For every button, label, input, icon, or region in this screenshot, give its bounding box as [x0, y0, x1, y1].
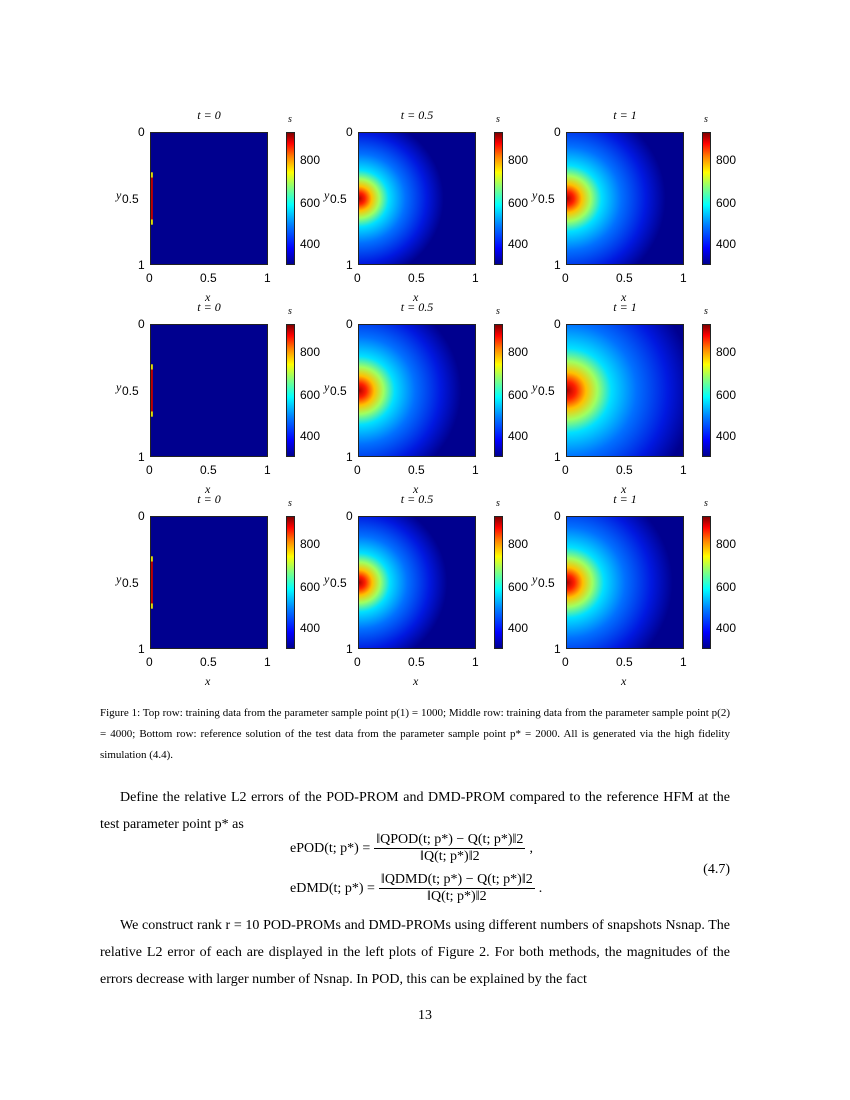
y-tick-label: 0 [138, 317, 145, 331]
x-axis-label: x [413, 674, 419, 688]
colorbar-tick-label: 800 [716, 153, 737, 167]
eq-end-dmd: . [538, 880, 543, 896]
x-tick-label: 1 [680, 655, 687, 669]
heatmap [150, 516, 268, 649]
plot-panel-training-p1-0 [116, 108, 321, 305]
colorbar-tick-label: 800 [300, 153, 321, 167]
colorbar-tick-label: 800 [300, 345, 321, 359]
equation-line-dmd [290, 872, 542, 905]
equation-4-7 [100, 832, 730, 912]
plot-panel-training-p2-1 [324, 300, 529, 497]
colorbar-tick-label: 400 [508, 429, 529, 443]
plot-title: t = 0.5 [400, 492, 434, 506]
colorbar-tick-label: 600 [716, 196, 737, 210]
colorbar-tick-label: 600 [716, 580, 737, 594]
colorbar-tick-label: 600 [300, 196, 321, 210]
y-tick-label: 0.5 [538, 576, 555, 590]
plot-title: t = 1 [613, 300, 637, 314]
eq-lhs-dmd: eDMD(t; p*) = [290, 880, 375, 896]
colorbar-title: s [704, 306, 708, 317]
colorbar-tick-label: 600 [508, 388, 529, 402]
paragraph-construct [100, 912, 730, 993]
colorbar-title: s [496, 498, 500, 509]
colorbar-title: s [704, 114, 708, 125]
y-tick-label: 1 [554, 450, 561, 464]
x-tick-label: 0 [562, 463, 569, 477]
y-tick-label: 0 [554, 317, 561, 331]
heatmap [566, 516, 684, 649]
colorbar-tick-label: 400 [716, 621, 737, 635]
x-tick-label: 1 [680, 463, 687, 477]
x-tick-label: 0.5 [616, 463, 633, 477]
y-tick-label: 1 [554, 642, 561, 656]
y-tick-label: 0.5 [538, 192, 555, 206]
x-axis-label: x [205, 482, 211, 496]
equation-number: (4.7) [703, 862, 730, 877]
paragraph-define-errors [100, 784, 730, 838]
colorbar-title: s [288, 306, 292, 317]
plot-panel-reference-1 [324, 492, 529, 689]
eq-numerator-dmd: ‖QDMD(t; p*) − Q(t; p*)‖2 [380, 872, 533, 887]
eq-denominator-pod: ‖Q(t; p*)‖2 [420, 849, 480, 864]
x-tick-label: 0.5 [408, 655, 425, 669]
colorbar-title: s [496, 114, 500, 125]
x-tick-label: 1 [264, 655, 271, 669]
y-axis-label: y [324, 572, 330, 586]
y-tick-label: 0.5 [122, 192, 139, 206]
heatmap [566, 324, 684, 457]
colorbar [494, 132, 503, 265]
y-tick-label: 1 [138, 642, 145, 656]
eq-numerator-pod: ‖QPOD(t; p*) − Q(t; p*)‖2 [376, 832, 524, 847]
colorbar-tick-label: 400 [508, 621, 529, 635]
colorbar-tick-label: 600 [300, 388, 321, 402]
y-tick-label: 0.5 [122, 384, 139, 398]
x-tick-label: 0 [562, 271, 569, 285]
x-tick-label: 1 [264, 271, 271, 285]
y-tick-label: 0.5 [330, 576, 347, 590]
x-tick-label: 0.5 [200, 271, 217, 285]
colorbar-tick-label: 600 [300, 580, 321, 594]
colorbar [702, 324, 711, 457]
plot-title: t = 0 [197, 108, 221, 122]
y-tick-label: 0 [554, 509, 561, 523]
colorbar-title: s [496, 306, 500, 317]
colorbar-title: s [704, 498, 708, 509]
plot-panel-training-p1-1 [324, 108, 529, 305]
colorbar-tick-label: 800 [508, 153, 529, 167]
heatmap [358, 516, 476, 649]
eq-fraction-pod [374, 832, 525, 865]
y-tick-label: 0.5 [122, 576, 139, 590]
equation-line-pod [290, 832, 533, 865]
plot-title: t = 0 [197, 492, 221, 506]
figure-caption: Figure 1: Top row: training data from the parameter sample point p(1) = 1000; Middle row: training data from the parameter sample point p(2) = 4000; Bottom row: reference solution of the test data from the parameter sample point p* = 2000. All is generated via the high fidelity simulation (4.4). [100, 707, 730, 761]
colorbar-tick-label: 800 [716, 537, 737, 551]
x-tick-label: 0.5 [408, 463, 425, 477]
x-axis-label: x [413, 482, 419, 496]
y-tick-label: 0 [346, 317, 353, 331]
colorbar-tick-label: 600 [508, 580, 529, 594]
heatmap [358, 324, 476, 457]
plot-title: t = 0.5 [400, 300, 434, 314]
plot-title: t = 1 [613, 108, 637, 122]
colorbar-tick-label: 400 [716, 429, 737, 443]
paragraph-text: We construct rank r = 10 POD-PROMs and DMD-PROMs using different numbers of snapshots Nsnap. The relative L2 error of each are displayed in the left plots of Figure 2. For both methods, the magnitudes of the errors decrease with larger number of Nsnap. In POD, this can be explained by the fact [100, 918, 730, 987]
x-tick-label: 1 [680, 271, 687, 285]
y-tick-label: 1 [554, 258, 561, 272]
colorbar-title: s [288, 498, 292, 509]
y-axis-label: y [116, 572, 122, 586]
plot-title: t = 0.5 [400, 108, 434, 122]
y-tick-label: 1 [346, 258, 353, 272]
x-axis-label: x [621, 290, 627, 304]
x-tick-label: 0.5 [616, 271, 633, 285]
x-tick-label: 0 [354, 463, 361, 477]
plot-title: t = 0 [197, 300, 221, 314]
y-tick-label: 0 [138, 125, 145, 139]
y-axis-label: y [532, 380, 538, 394]
x-tick-label: 0 [354, 655, 361, 669]
y-axis-label: y [532, 188, 538, 202]
x-tick-label: 0 [146, 463, 153, 477]
colorbar [494, 516, 503, 649]
colorbar-tick-label: 400 [300, 621, 321, 635]
heatmap [358, 132, 476, 265]
colorbar-tick-label: 600 [508, 196, 529, 210]
colorbar-title: s [288, 114, 292, 125]
colorbar [286, 132, 295, 265]
x-tick-label: 0 [354, 271, 361, 285]
y-tick-label: 1 [346, 642, 353, 656]
x-tick-label: 0.5 [408, 271, 425, 285]
y-axis-label: y [116, 188, 122, 202]
plot-panel-training-p1-2 [532, 108, 737, 305]
x-axis-label: x [205, 674, 211, 688]
y-tick-label: 0 [346, 125, 353, 139]
y-tick-label: 0 [554, 125, 561, 139]
x-axis-label: x [205, 290, 211, 304]
y-tick-label: 0 [138, 509, 145, 523]
x-axis-label: x [413, 290, 419, 304]
x-axis-label: x [621, 674, 627, 688]
heatmap [566, 132, 684, 265]
plot-title: t = 1 [613, 492, 637, 506]
y-tick-label: 0.5 [330, 192, 347, 206]
y-tick-label: 1 [138, 450, 145, 464]
colorbar-tick-label: 800 [508, 537, 529, 551]
x-tick-label: 0 [146, 655, 153, 669]
plot-panel-training-p2-0 [116, 300, 321, 497]
paragraph-text: Define the relative L2 errors of the POD-PROM and DMD-PROM compared to the reference HFM at the test parameter point p* as [100, 790, 730, 832]
y-tick-label: 0 [346, 509, 353, 523]
y-tick-label: 1 [138, 258, 145, 272]
y-axis-label: y [532, 572, 538, 586]
plot-panel-training-p2-2 [532, 300, 737, 497]
eq-fraction-dmd [379, 872, 535, 905]
plot-panel-reference-2 [532, 492, 737, 689]
x-tick-label: 0 [146, 271, 153, 285]
colorbar [702, 516, 711, 649]
eq-end-pod: , [529, 840, 533, 856]
colorbar-tick-label: 800 [300, 537, 321, 551]
colorbar-tick-label: 400 [300, 429, 321, 443]
colorbar-tick-label: 800 [508, 345, 529, 359]
colorbar [286, 324, 295, 457]
colorbar [702, 132, 711, 265]
y-axis-label: y [324, 188, 330, 202]
y-axis-label: y [116, 380, 122, 394]
heatmap [150, 324, 268, 457]
x-tick-label: 1 [264, 463, 271, 477]
page-number: 13 [418, 1008, 432, 1023]
x-tick-label: 1 [472, 463, 479, 477]
y-tick-label: 1 [346, 450, 353, 464]
x-tick-label: 1 [472, 655, 479, 669]
colorbar-tick-label: 400 [716, 237, 737, 251]
colorbar-tick-label: 400 [508, 237, 529, 251]
x-tick-label: 0 [562, 655, 569, 669]
y-tick-label: 0.5 [538, 384, 555, 398]
colorbar [494, 324, 503, 457]
eq-lhs-pod: ePOD(t; p*) = [290, 840, 371, 856]
x-tick-label: 0.5 [200, 463, 217, 477]
eq-denominator-dmd: ‖Q(t; p*)‖2 [427, 889, 487, 904]
colorbar [286, 516, 295, 649]
x-axis-label: x [621, 482, 627, 496]
heatmap [150, 132, 268, 265]
colorbar-tick-label: 800 [716, 345, 737, 359]
x-tick-label: 0.5 [200, 655, 217, 669]
x-tick-label: 1 [472, 271, 479, 285]
y-tick-label: 0.5 [330, 384, 347, 398]
plot-panel-reference-0 [116, 492, 321, 689]
y-axis-label: y [324, 380, 330, 394]
colorbar-tick-label: 400 [300, 237, 321, 251]
colorbar-tick-label: 600 [716, 388, 737, 402]
x-tick-label: 0.5 [616, 655, 633, 669]
